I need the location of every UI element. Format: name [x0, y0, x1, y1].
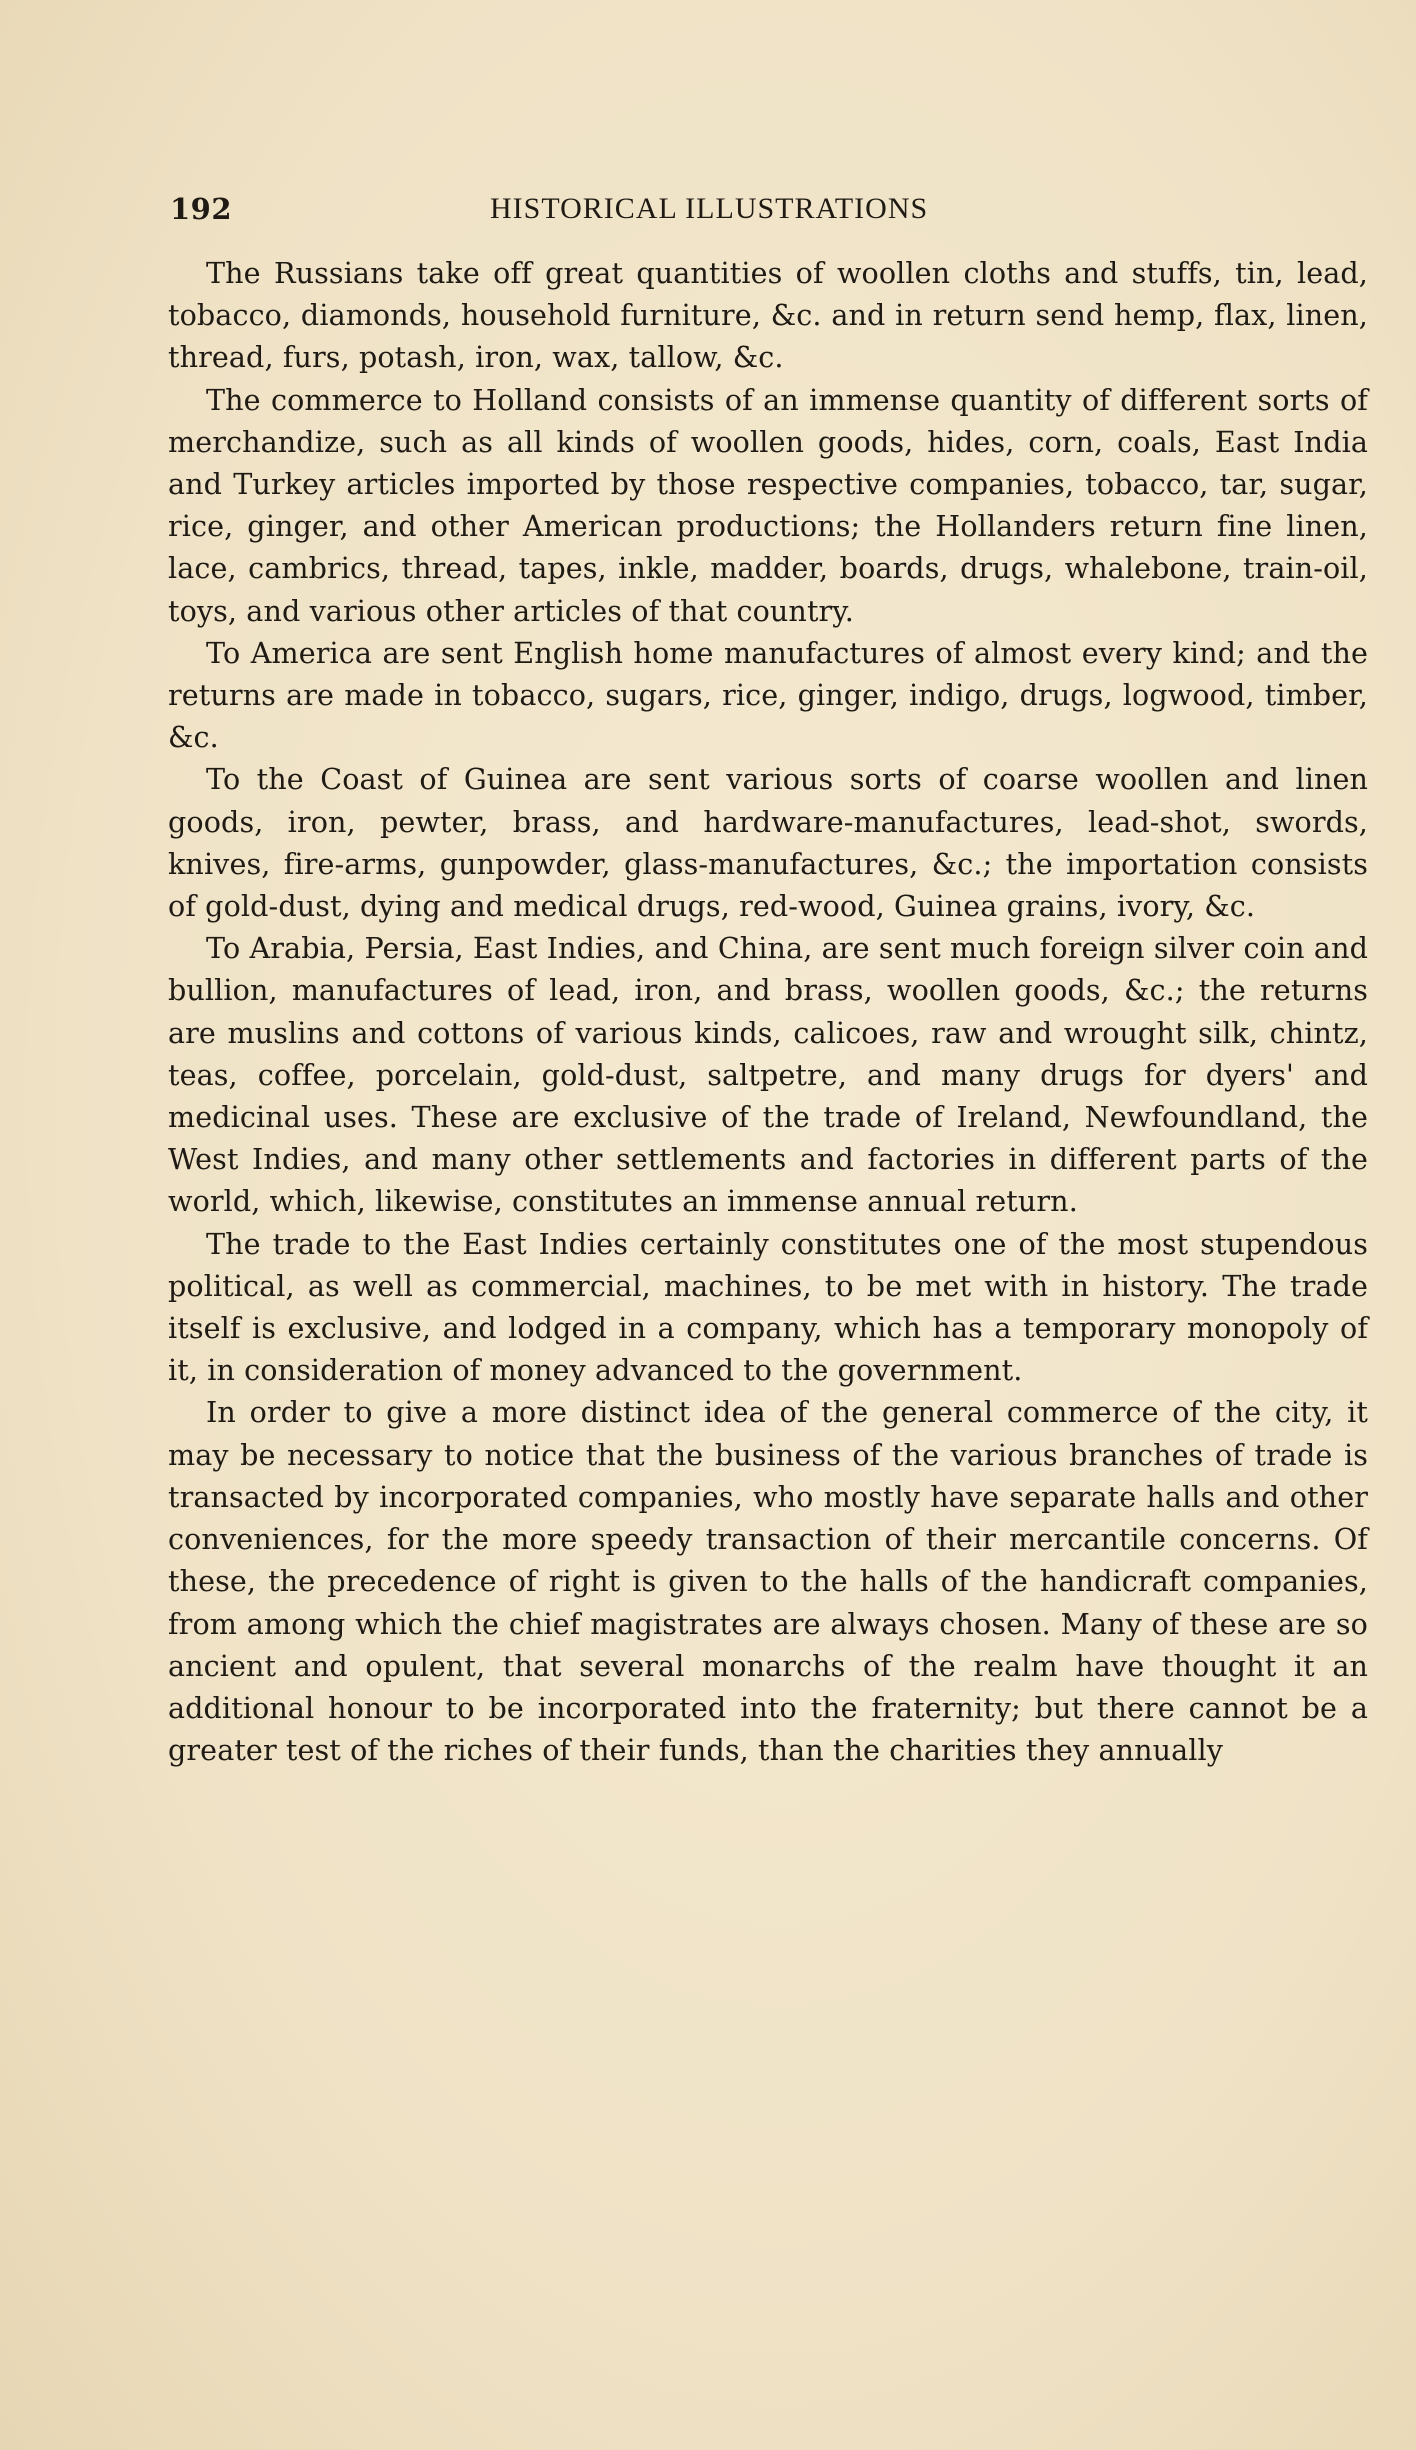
- paragraph-city-commerce: In order to give a more distinct idea of the general commerce of the city, it may be necessary to notice that the business of the various branches of trade is transacted by incorporated companies, who mostly have separate halls and other conveniences, for the more speedy transaction of their mercantile concerns. Of these, the precedence of right is given to the halls of the handicraft companies, from among which the chief magistrates are always chosen. Many of these are so ancient and opulent, that several monarchs of the realm have thought it an additional honour to be incorporated into the fraternity; but there cannot be a greater test of the riches of their funds, than the charities they annually: [168, 1395, 1368, 1768]
- paragraph-america: To America are sent English home manufactures of almost every kind; and the returns are made in tobacco, sugars, rice, ginger, indigo, drugs, logwood, timber, &c.: [168, 635, 1368, 755]
- paragraph-east-indies-trade: The trade to the East Indies certainly constitutes one of the most stupendous political, as well as commercial, machines, to be met with in history. The trade itself is exclusive, and lodged in a company, which has a temporary monopoly of it, in consideration of money advanced to the government.: [168, 1226, 1368, 1388]
- page-number: 192: [170, 192, 233, 226]
- running-title: HISTORICAL ILLUSTRATIONS: [490, 192, 929, 225]
- paragraph-holland: The commerce to Holland consists of an immense quantity of different sorts of merchandize, such as all kinds of woollen goods, hides, corn, coals, East India and Turkey articles imported by those respective companies, tobacco, tar, sugar, rice, ginger, and other American productions; the Hollanders return fine linen, lace, cambrics, thread, tapes, inkle, madder, boards, drugs, whalebone, train-oil, toys, and various other articles of that country.: [168, 382, 1368, 628]
- body-text: [168, 252, 1368, 1771]
- paragraph-arabia-persia-east-indies-china: To Arabia, Persia, East Indies, and China, are sent much foreign silver coin and bullion, manufactures of lead, iron, and brass, woollen goods, &c.; the returns are muslins and cottons of various kinds, calicoes, raw and wrought silk, chintz, teas, coffee, porcelain, gold-dust, saltpetre, and many drugs for dyers' and medicinal uses. These are exclusive of the trade of Ireland, Newfoundland, the West Indies, and many other settlements and factories in different parts of the world, which, likewise, constitutes an immense annual return.: [168, 931, 1368, 1219]
- paragraph-guinea: To the Coast of Guinea are sent various sorts of coarse woollen and linen goods, iron, pewter, brass, and hardware-manufactures, lead-shot, swords, knives, fire-arms, gunpowder, glass-manufactures, &c.; the importation consists of gold-dust, dying and medical drugs, red-wood, Guinea grains, ivory, &c.: [168, 762, 1368, 924]
- page-header: [170, 192, 1365, 232]
- paragraph-russia: The Russians take off great quantities of woollen cloths and stuffs, tin, lead, tobacco, diamonds, household furniture, &c. and in return send hemp, flax, linen, thread, furs, potash, iron, wax, tallow, &c.: [168, 256, 1368, 375]
